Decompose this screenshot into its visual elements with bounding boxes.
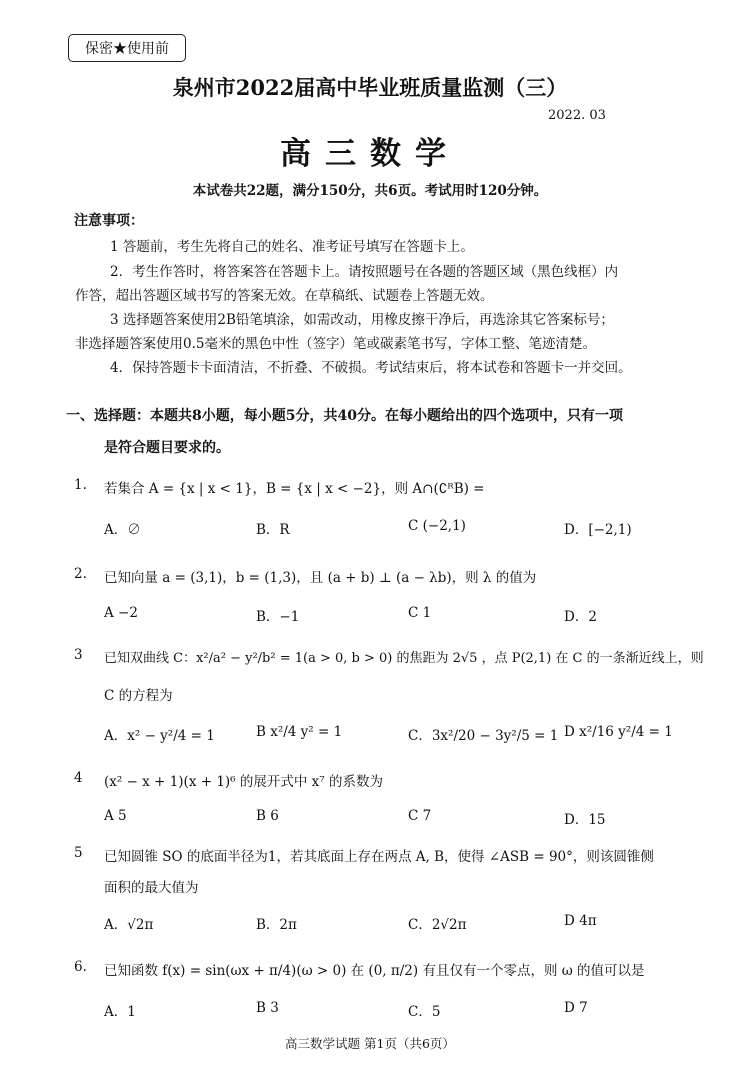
notice-line: 2．考生作答时，将答案答在答题卡上。请按照题号在各题的答题区域（黑色线框）内 bbox=[110, 264, 619, 280]
question-number: 3 bbox=[74, 647, 83, 663]
section-heading: 一、选择题：本题共8小题，每小题5分，共40分。在每小题给出的四个选项中，只有一项 bbox=[66, 408, 623, 424]
exam-date: 2022. 03 bbox=[548, 108, 606, 123]
option-d: D．[−2,1) bbox=[564, 522, 632, 538]
question-stem: 已知函数 f(x) = sin(ωx + π/4)(ω > 0) 在 (0, π/2) 有且仅有一个零点，则 ω 的值可以是 bbox=[104, 963, 645, 979]
question-stem-cont: 面积的最大值为 bbox=[104, 880, 199, 896]
question-stem: 已知圆锥 SO 的底面半径为1，若其底面上存在两点 A, B，使得 ∠ASB = 90°，则该圆锥侧 bbox=[104, 849, 654, 865]
option-c: C (−2,1) bbox=[408, 518, 466, 534]
option-d: D x²/16 y²/4 = 1 bbox=[564, 724, 673, 740]
section-heading-cont: 是符合题目要求的。 bbox=[104, 440, 230, 456]
notice-line: 1 答题前，考生先将自己的姓名、准考证号填写在答题卡上。 bbox=[110, 239, 474, 255]
option-a: A．1 bbox=[104, 1004, 136, 1020]
option-c: C．5 bbox=[408, 1004, 441, 1020]
question-stem: 已知向量 a = (3,1)，b = (1,3)，且 (a + b) ⊥ (a − λb)，则 λ 的值为 bbox=[104, 570, 537, 586]
option-b: B x²/4 y² = 1 bbox=[256, 724, 343, 740]
option-b: B 3 bbox=[256, 1000, 279, 1016]
option-b: B 6 bbox=[256, 808, 279, 824]
option-b: B．2π bbox=[256, 917, 297, 933]
question-stem: (x² − x + 1)(x + 1)⁶ 的展开式中 x⁷ 的系数为 bbox=[104, 774, 383, 790]
question-stem: 已知双曲线 C：x²/a² − y²/b² = 1(a > 0, b > 0) 的焦距为 2√5 ，点 P(2,1) 在 C 的一条渐近线上，则 bbox=[104, 651, 704, 666]
subject-title: 高三数学 bbox=[280, 136, 460, 172]
notice-line: 4．保持答题卡卡面清洁，不折叠、不破损。考试结束后，将本试卷和答题卡一并交回。 bbox=[110, 360, 632, 376]
confidential-badge: 保密★使用前 bbox=[68, 34, 186, 62]
option-b: B．−1 bbox=[256, 609, 300, 625]
exam-meta: 本试卷共22题，满分150分，共6页。考试用时120分钟。 bbox=[192, 183, 548, 199]
option-b: B．R bbox=[256, 522, 290, 538]
option-a: A −2 bbox=[104, 605, 138, 621]
question-number: 2. bbox=[74, 566, 87, 582]
notice-heading: 注意事项： bbox=[74, 213, 144, 229]
option-c: C 1 bbox=[408, 605, 432, 621]
option-d: D．2 bbox=[564, 609, 597, 625]
notice-line: 作答，超出答题区域书写的答案无效。在草稿纸、试题卷上答题无效。 bbox=[75, 288, 494, 304]
option-a: A．x² − y²/4 = 1 bbox=[104, 728, 215, 744]
option-c: C．3x²/20 − 3y²/5 = 1 bbox=[408, 728, 559, 744]
option-d: D．15 bbox=[564, 812, 606, 828]
notice-line: 3 选择题答案使用2B铅笔填涂，如需改动，用橡皮擦干净后，再选涂其它答案标号； bbox=[110, 312, 614, 328]
exam-title: 泉州市2022届高中毕业班质量监测（三） bbox=[172, 75, 568, 100]
option-d: D 4π bbox=[564, 913, 597, 929]
page-footer: 高三数学试题 第1页（共6页） bbox=[285, 1036, 455, 1051]
question-number: 1. bbox=[74, 477, 87, 493]
option-a: A．√2π bbox=[104, 917, 154, 933]
option-d: D 7 bbox=[564, 1000, 588, 1016]
option-a: A．∅ bbox=[104, 522, 141, 538]
question-number: 4 bbox=[74, 770, 83, 786]
option-c: C 7 bbox=[408, 808, 432, 824]
question-stem-cont: C 的方程为 bbox=[104, 688, 173, 704]
option-c: C．2√2π bbox=[408, 917, 467, 933]
question-number: 6. bbox=[74, 959, 87, 975]
question-stem: 若集合 A = {x | x < 1}，B = {x | x < −2}，则 A∩(∁ᴿB) = bbox=[104, 481, 485, 497]
notice-line: 非选择题答案使用0.5毫米的黑色中性（签字）笔或碳素笔书写，字体工整、笔迹清楚。 bbox=[75, 336, 596, 352]
question-number: 5 bbox=[74, 845, 83, 861]
option-a: A 5 bbox=[104, 808, 127, 824]
